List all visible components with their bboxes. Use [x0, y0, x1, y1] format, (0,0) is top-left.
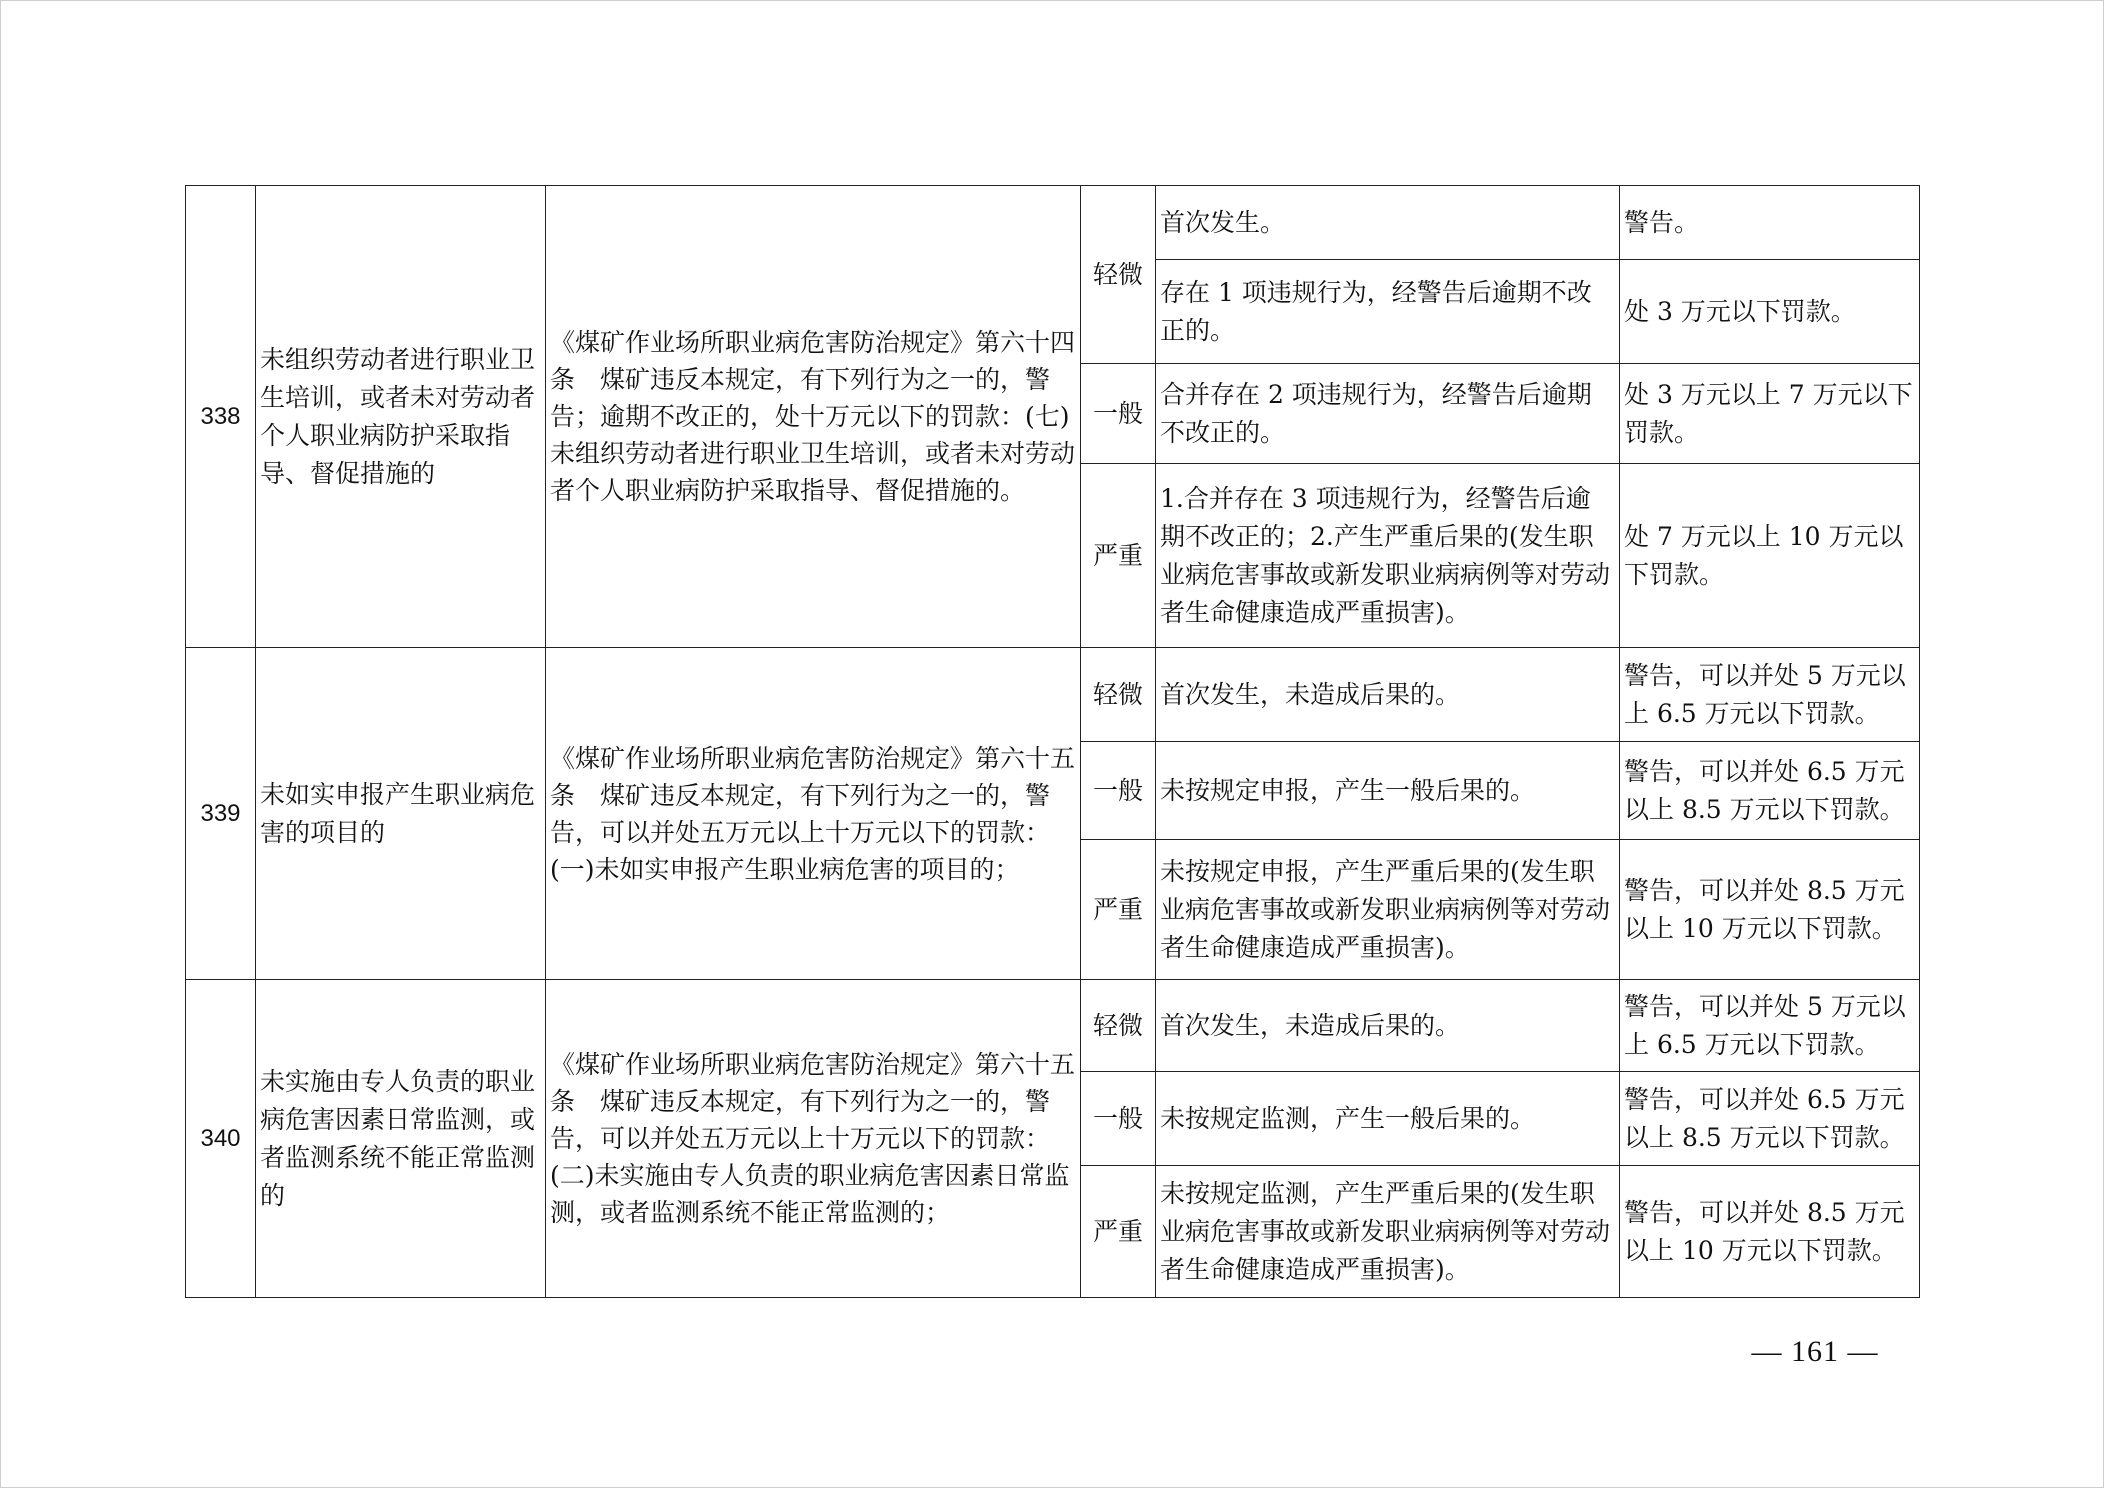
- circumstance-cell: 合并存在 2 项违规行为，经警告后逾期不改正的。: [1156, 364, 1620, 464]
- penalty-cell: 警告。: [1620, 186, 1920, 260]
- entry-number: 340: [186, 980, 256, 1298]
- legal-basis: 《煤矿作业场所职业病危害防治规定》第六十五条 煤矿违反本规定，有下列行为之一的，警告，可以并处五万元以上十万元以下的罚款：(一)未如实申报产生职业病危害的项目的；: [546, 648, 1081, 980]
- level-cell: 一般: [1081, 1072, 1156, 1166]
- level-cell: 严重: [1081, 840, 1156, 980]
- table-row: [186, 648, 1920, 742]
- circumstance-cell: 首次发生。: [1156, 186, 1620, 260]
- circumstance-cell: 未按规定监测，产生严重后果的(发生职业病危害事故或新发职业病病例等对劳动者生命健康造成严重损害)。: [1156, 1166, 1620, 1298]
- level-cell: 轻微: [1081, 980, 1156, 1072]
- entry-number: 338: [186, 186, 256, 648]
- circumstance-cell: 未按规定申报，产生严重后果的(发生职业病危害事故或新发职业病病例等对劳动者生命健康造成严重损害)。: [1156, 840, 1620, 980]
- level-cell: 轻微: [1081, 186, 1156, 364]
- penalty-cell: 处 7 万元以上 10 万元以下罚款。: [1620, 464, 1920, 648]
- penalty-cell: 警告，可以并处 8.5 万元以上 10 万元以下罚款。: [1620, 840, 1920, 980]
- level-cell: 严重: [1081, 1166, 1156, 1298]
- level-cell: 一般: [1081, 364, 1156, 464]
- level-cell: 轻微: [1081, 648, 1156, 742]
- penalty-cell: 警告，可以并处 8.5 万元以上 10 万元以下罚款。: [1620, 1166, 1920, 1298]
- penalty-cell: 处 3 万元以上 7 万元以下罚款。: [1620, 364, 1920, 464]
- table-row: [186, 186, 1920, 260]
- circumstance-cell: 1.合并存在 3 项违规行为，经警告后逾期不改正的；2.产生严重后果的(发生职业病危害事故或新发职业病病例等对劳动者生命健康造成严重损害)。: [1156, 464, 1620, 648]
- violation-text: 未组织劳动者进行职业卫生培训，或者未对劳动者个人职业病防护采取指导、督促措施的: [256, 186, 546, 648]
- circumstance-cell: 未按规定申报，产生一般后果的。: [1156, 742, 1620, 840]
- circumstance-cell: 存在 1 项违规行为，经警告后逾期不改正的。: [1156, 260, 1620, 364]
- legal-basis: 《煤矿作业场所职业病危害防治规定》第六十五条 煤矿违反本规定，有下列行为之一的，警告，可以并处五万元以上十万元以下的罚款：(二)未实施由专人负责的职业病危害因素日常监测，或者监测系统不能正常监测的；: [546, 980, 1081, 1298]
- penalty-cell: 警告，可以并处 6.5 万元以上 8.5 万元以下罚款。: [1620, 742, 1920, 840]
- legal-basis: 《煤矿作业场所职业病危害防治规定》第六十四条 煤矿违反本规定，有下列行为之一的，警告；逾期不改正的，处十万元以下的罚款：(七)未组织劳动者进行职业卫生培训，或者未对劳动者个人职业病防护采取指导、督促措施的。: [546, 186, 1081, 648]
- page-number: — 161 —: [1751, 1335, 1879, 1368]
- penalty-cell: 处 3 万元以下罚款。: [1620, 260, 1920, 364]
- entry-number: 339: [186, 648, 256, 980]
- violation-text: 未如实申报产生职业病危害的项目的: [256, 648, 546, 980]
- level-cell: 严重: [1081, 464, 1156, 648]
- level-cell: 一般: [1081, 742, 1156, 840]
- penalty-cell: 警告，可以并处 6.5 万元以上 8.5 万元以下罚款。: [1620, 1072, 1920, 1166]
- circumstance-cell: 未按规定监测，产生一般后果的。: [1156, 1072, 1620, 1166]
- penalty-cell: 警告，可以并处 5 万元以上 6.5 万元以下罚款。: [1620, 980, 1920, 1072]
- violation-text: 未实施由专人负责的职业病危害因素日常监测，或者监测系统不能正常监测的: [256, 980, 546, 1298]
- penalty-cell: 警告，可以并处 5 万元以上 6.5 万元以下罚款。: [1620, 648, 1920, 742]
- circumstance-cell: 首次发生，未造成后果的。: [1156, 980, 1620, 1072]
- penalty-table: [185, 185, 1920, 1298]
- table-row: [186, 980, 1920, 1072]
- circumstance-cell: 首次发生，未造成后果的。: [1156, 648, 1620, 742]
